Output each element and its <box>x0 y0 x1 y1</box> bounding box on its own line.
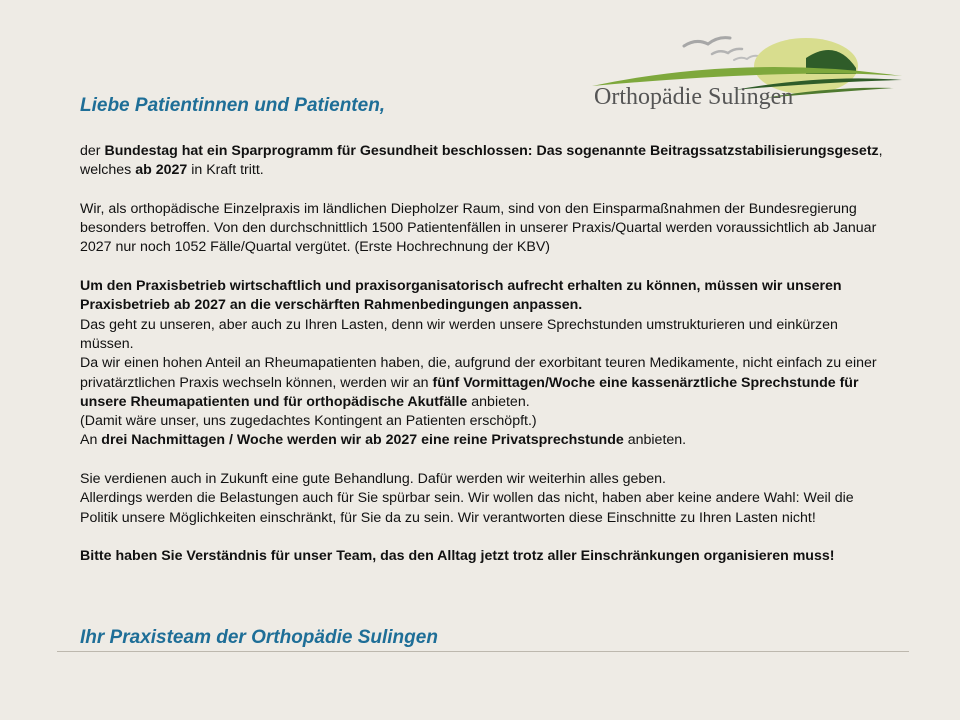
bold-text: Bitte haben Sie Verständnis für unser Team, das den Alltag jetzt trotz aller Einschränkungen organisieren muss! <box>80 548 835 565</box>
text: anbieten. <box>467 393 530 410</box>
bird-icon <box>734 56 758 60</box>
text: An <box>80 432 102 449</box>
paragraph-law <box>80 142 888 181</box>
text: (Damit wäre unser, uns zugedachtes Kontingent an Patienten erschöpft.) <box>80 413 537 430</box>
bird-icon <box>684 38 730 46</box>
paragraph-care <box>80 470 888 528</box>
text: Das geht zu unseren, aber auch zu Ihren Lasten, denn wir werden unsere Sprechstunden umstrukturieren und einkürzen müssen. <box>80 316 838 352</box>
bird-icon <box>712 49 742 54</box>
paragraph-appeal <box>80 547 888 566</box>
practice-logo <box>584 24 904 120</box>
text: Sie verdienen auch in Zukunft eine gute Behandlung. Dafür werden wir weiterhin alles geben. <box>80 471 666 488</box>
bold-text: ab 2027 <box>135 162 188 179</box>
paragraph-impact: Wir, als orthopädische Einzelpraxis im ländlichen Diepholzer Raum, sind von den Einsparmaßnahmen der Bundesregierung besonders betroffen. Von den durchschnittlich 1500 Patientenfällen in unserer Praxis/Quartal werden voraussichtlich ab Januar 2027 nur noch 1052 Fälle/Quartal vergütet. (Erste Hochrechnung der KBV) <box>80 200 877 256</box>
bold-text: Um den Praxisbetrieb wirtschaftlich und praxisorganisatorisch aufrecht erhalten zu können, müssen wir unseren Praxisbetrieb ab 2027 an die verschärften Rahmenbedingungen anpassen. <box>80 278 842 314</box>
greeting-heading: Liebe Patientinnen und Patienten, <box>80 95 386 116</box>
logo-name: Orthopädie Sulingen <box>594 84 794 110</box>
bold-text: drei Nachmittagen / Woche werden wir ab 2027 eine reine Privatsprechstunde <box>101 432 624 449</box>
text: anbieten. <box>623 432 687 449</box>
text: , welches <box>80 143 883 179</box>
bold-text: fünf Vormittagen/Woche eine kassenärztliche Sprechstunde für unsere Rheumapatienten und für orthopädische Akutfälle <box>80 374 859 410</box>
text: in Kraft tritt. <box>187 162 264 179</box>
bold-text: Bundestag hat ein Sparprogramm für Gesundheit beschlossen: Das sogenannte Beitragssatzstabilisierungsgesetz <box>104 143 879 159</box>
paragraph-measures <box>80 277 888 451</box>
divider <box>57 651 909 652</box>
text: Da wir einen hohen Anteil an Rheumapatienten haben, die, aufgrund der exorbitant teuren Medikamente, nicht einfach zu einer privatärztlichen Praxis wechseln können, werden wir an <box>80 355 877 391</box>
text: der <box>80 143 105 159</box>
letter-body <box>80 142 888 586</box>
text: Allerdings werden die Belastungen auch für Sie spürbar sein. Wir wollen das nicht, haben aber keine andere Wahl: Weil die Politik unsere Möglichkeiten einschränkt, für Sie da zu sein. Wir verantworten diese Einschnitte zu Ihren Lasten nicht! <box>80 490 854 526</box>
signature: Ihr Praxisteam der Orthopädie Sulingen <box>80 627 438 648</box>
